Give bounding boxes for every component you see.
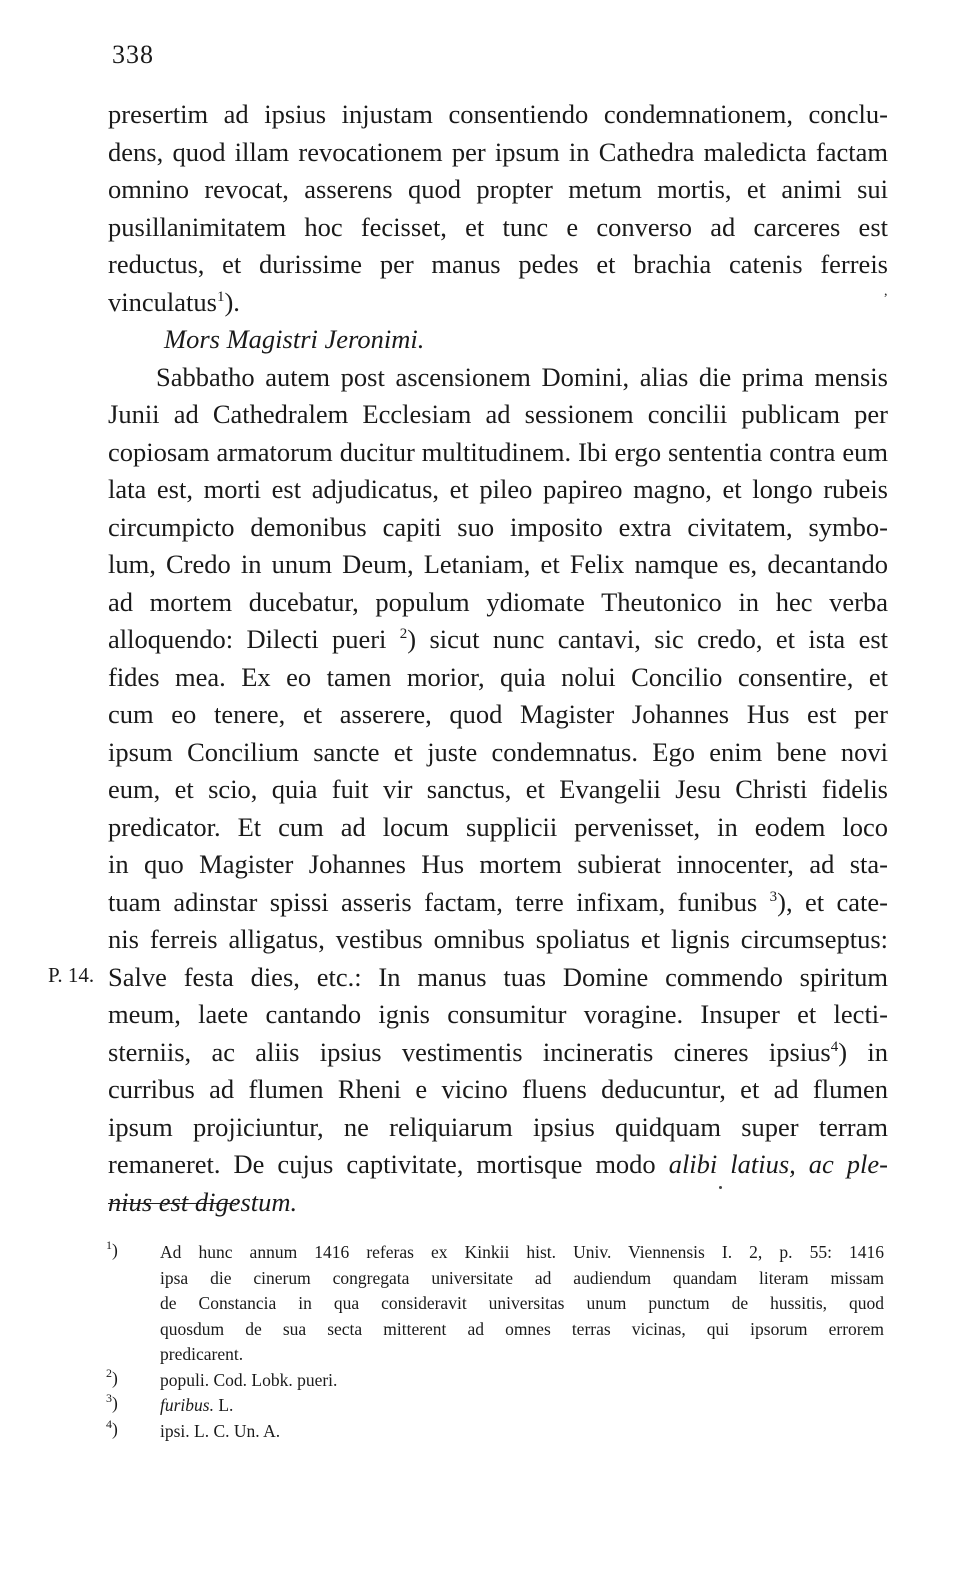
footnote-line: quosdum de sua secta mitterent ad omnes terras vicinas, qui ipsorum errorem	[160, 1318, 884, 1339]
body-line: Sabbatho autem post ascensionem Domini, alias die prima mensis	[156, 361, 888, 392]
footnote-ref: 3	[769, 888, 778, 905]
footnote-number: $^1$)	[106, 1238, 118, 1260]
footnote-line	[132, 1393, 884, 1419]
body-line: copiosam armatorum ducitur multitudinem. Ibi ergo sententia contra eum	[108, 436, 888, 467]
footnote-line: ipsi. L. C. Un. A.	[160, 1420, 281, 1441]
footnote-ref: 1	[216, 288, 225, 305]
body-line: nis ferreis alligatus, vestibus omnibus spoliatus et lignis circumseptus:	[108, 924, 888, 954]
italic-phrase: furibus.	[160, 1395, 214, 1415]
body-line: eum, et scio, quia fuit vir sanctus, et Evangelii Jesu Christi fidelis	[108, 774, 888, 804]
footnote-line: predicarent.	[160, 1344, 244, 1364]
body-line: cum eo tenere, et asserere, quod Magister Johannes Hus est per	[108, 699, 888, 729]
body-line: in quo Magister Johannes Hus mortem subierat innocenter, ad sta-	[108, 849, 888, 879]
footnote-ref: 4	[830, 1038, 839, 1055]
footnotes	[106, 1238, 884, 1444]
footnote-4	[106, 1416, 884, 1445]
body-line: predicator. Et cum ad locum supplicii pervenisset, in eodem loco	[108, 811, 888, 842]
body-line: pusillanimitatem hoc fecisset, et tunc e converso ad carceres est	[108, 211, 888, 242]
body-line: presertim ad ipsius injustam consentiendo condemnationem, conclu-	[108, 99, 888, 129]
body-line: Salve festa dies, etc.: In manus tuas Domine commendo spiritum	[108, 961, 888, 992]
body-line: tuam adinstar spissi asseris factam, terre infixam, funibus $^3$), et cate-	[108, 886, 888, 917]
footnote-divider	[108, 1203, 236, 1204]
body-text-span: vinculatus	[108, 286, 217, 317]
body-line: Junii ad Cathedralem Ecclesiam ad sessionem concilii publicam per	[108, 399, 888, 429]
margin-reference: P. 14.	[48, 963, 95, 987]
body-text-span: remaneret. De cujus captivitate, mortisque modo	[108, 1149, 656, 1179]
body-line	[108, 1146, 888, 1184]
body-line: ipsum projiciuntur, ne reliquiarum ipsius quidquam super terram	[108, 1111, 888, 1142]
italic-phrase: alibi latius, ac ple-	[668, 1149, 888, 1179]
body-line: lum, Credo in unum Deum, Letaniam, et Felix namque es, decantando	[108, 549, 888, 579]
body-line: alloquendo: Dilecti pueri $^2$) sicut nunc cantavi, sic credo, et ista est	[108, 624, 888, 654]
ink-speck	[719, 1186, 722, 1189]
page-number: 338	[112, 40, 154, 69]
footnote-line: ipsa die cinerum congregata universitate ad audiendum quandam literam missam	[160, 1267, 884, 1288]
body-text-span: alloquendo: Dilecti pueri	[108, 624, 387, 654]
body-text-span: sterniis, ac aliis ipsius vestimentis incineratis cineres ipsius	[108, 1036, 831, 1067]
body-line: vinculatus$^1$).	[108, 286, 240, 317]
body-text-span: sicut nunc cantavi, sic credo, et ista est	[429, 624, 888, 654]
footnote-number: $^4$)	[106, 1416, 118, 1439]
body-line: omnino revocat, asserens quod propter metum mortis, et animi sui	[108, 174, 888, 204]
body-line: ad mortem ducebatur, populum ydiomate Theutonico in hec verba	[108, 586, 888, 617]
footnote-line: de Constancia in qua consideravit universitas unum punctum de hussitis, quod	[160, 1293, 884, 1313]
side-mark: ,	[884, 284, 888, 299]
italic-phrase: nius est digestum.	[108, 1186, 298, 1217]
body-line: ipsum Concilium sancte et juste condemnatus. Ego enim bene novi	[108, 736, 888, 767]
body-text-span: in	[867, 1036, 888, 1067]
body-line: curribus ad flumen Rheni e vicino fluens deducuntur, et ad flumen	[108, 1074, 888, 1104]
body-text-span: tuam adinstar spissi asseris factam, terre infixam, funibus	[108, 886, 758, 917]
footnote-2	[106, 1365, 884, 1394]
body-line: lata est, morti est adjudicatus, et pileo papireo magno, et longo rubeis	[108, 474, 888, 504]
body-text-span: , et cate-	[785, 886, 888, 917]
body-line: circumpicto demonibus capiti suo imposito extra civitatem, symbo-	[108, 511, 888, 542]
body-text	[108, 96, 888, 1221]
footnote-text: L.	[218, 1395, 234, 1415]
body-line: fides mea. Ex eo tamen morior, quia nolui Concilio consentire, et	[108, 661, 888, 692]
footnote-line: Ad hunc annum 1416 referas ex Kinkii hist. Univ. Viennensis I. 2, p. 55: 1416	[160, 1242, 884, 1262]
body-line: dens, quod illam revocationem per ipsum in Cathedra maledicta factam	[108, 136, 888, 167]
section-heading: Mors Magistri Jeronimi.	[164, 324, 425, 354]
footnote-ref: 2	[399, 626, 408, 642]
footnote-number: $^3$)	[106, 1391, 118, 1413]
body-line: sterniis, ac aliis ipsius vestimentis incineratis cineres ipsius$^4$) in	[108, 1036, 888, 1067]
footnote-1	[106, 1238, 884, 1368]
footnote-line: populi. Cod. Lobk. pueri.	[160, 1369, 338, 1390]
footnote-3	[106, 1391, 884, 1419]
body-line: reductus, et durissime per manus pedes et brachia catenis ferreis	[108, 249, 888, 279]
footnote-number: $^2$)	[106, 1365, 118, 1388]
body-line: meum, laete cantando ignis consumitur voragine. Insuper et lecti-	[108, 999, 888, 1029]
